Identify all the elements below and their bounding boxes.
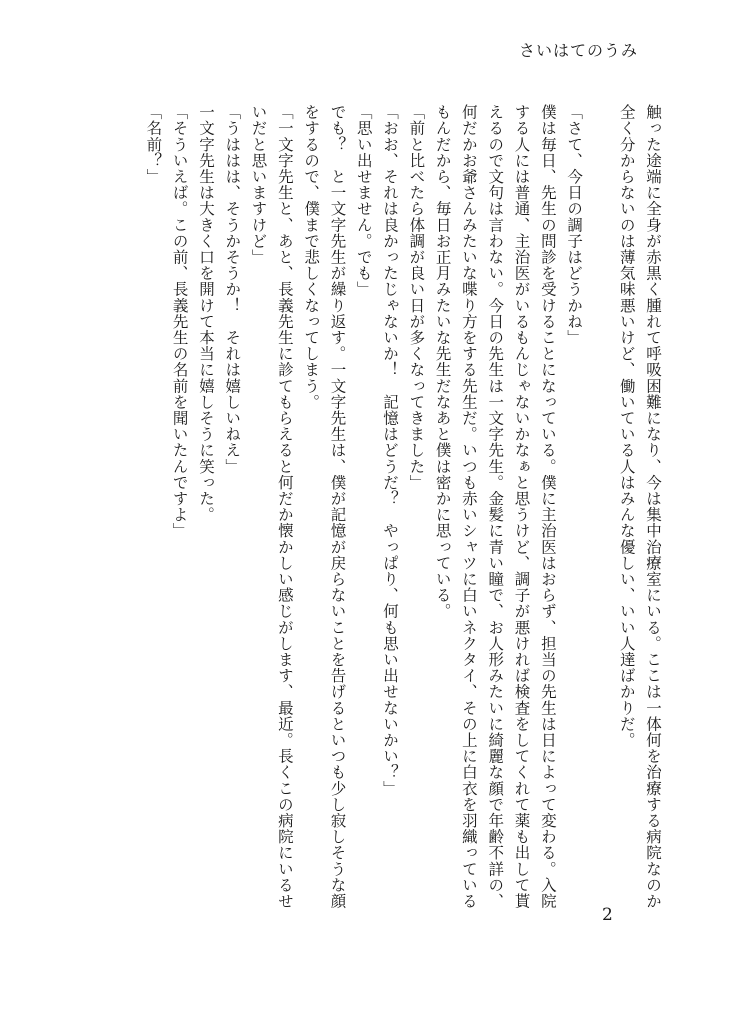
text-line: 全く分からないのは薄気味悪いけど、働いている人はみんな優しい、いい人達ばかりだ。 — [617, 104, 636, 748]
text-line: 僕は毎日、先生の問診を受けることになっている。僕に主治医はおらず、担当の先生は日によって変わる。入院 — [538, 104, 557, 909]
text-line: でも？ と一文字先生が繰り返す。一文字先生は、僕が記憶が戻らないことを告げるといつも少し寂しそうな顔 — [328, 104, 347, 909]
text-line: 「そういえば。この前、長義先生の名前を聞いたんですよ」 — [170, 104, 189, 539]
text-line: 「おお、それは良かったじゃないか！ 記憶はどうだ？ やっぱり、何も思い出せないかい？」 — [381, 104, 400, 797]
running-header-title: さいはてのうみ — [518, 41, 638, 60]
text-line: 「前と比べたら体調が良い日が多くなってきました」 — [407, 104, 426, 491]
text-line: 「名前？」 — [144, 104, 163, 185]
text-line: 「うははは、そうかそうか！ それは嬉しいねえ」 — [223, 104, 242, 475]
text-line: 触った途端に全身が赤黒く腫れて呼吸困難になり、今は集中治療室にいる。ここは一体何を治療する病院なのか — [644, 104, 662, 909]
text-line: もんだから、毎日お正月みたいな先生だなあと僕は密かに思っている。 — [433, 104, 452, 620]
blank-line — [587, 104, 613, 894]
text-line: えるので文句は言わない。今日の先生は一文字先生。金髪に青い瞳で、お人形みたいに綺麗な顔で年齢不詳の、 — [486, 104, 505, 909]
body-text-column — [140, 104, 666, 909]
text-line: する人には普通、主治医がいるもんじゃないかなぁと思うけど、調子が悪ければ検査をしてくれて薬も出して貰 — [512, 104, 531, 909]
text-line: をするので、僕まで悲しくなってしまう。 — [302, 104, 321, 410]
text-line: 一文字先生は大きく口を開けて本当に嬉しそうに笑った。 — [196, 104, 215, 523]
text-line: いだと思いますけど」 — [249, 104, 268, 265]
text-line: 「一文字先生と、あと、長義先生に診てもらえると何だか懐かしい感じがします、最近。長くこの病院にいるせ — [275, 104, 294, 909]
text-line: 「さて、今日の調子はどうかね」 — [565, 104, 584, 346]
page-number: 2 — [602, 905, 613, 925]
text-line: 「思い出せません。でも」 — [354, 104, 373, 298]
text-line: 何だかお爺さんみたいな喋り方をする先生だ。いつも赤いシャツに白いネクタイ、その上に白衣を羽織っている — [459, 104, 478, 909]
